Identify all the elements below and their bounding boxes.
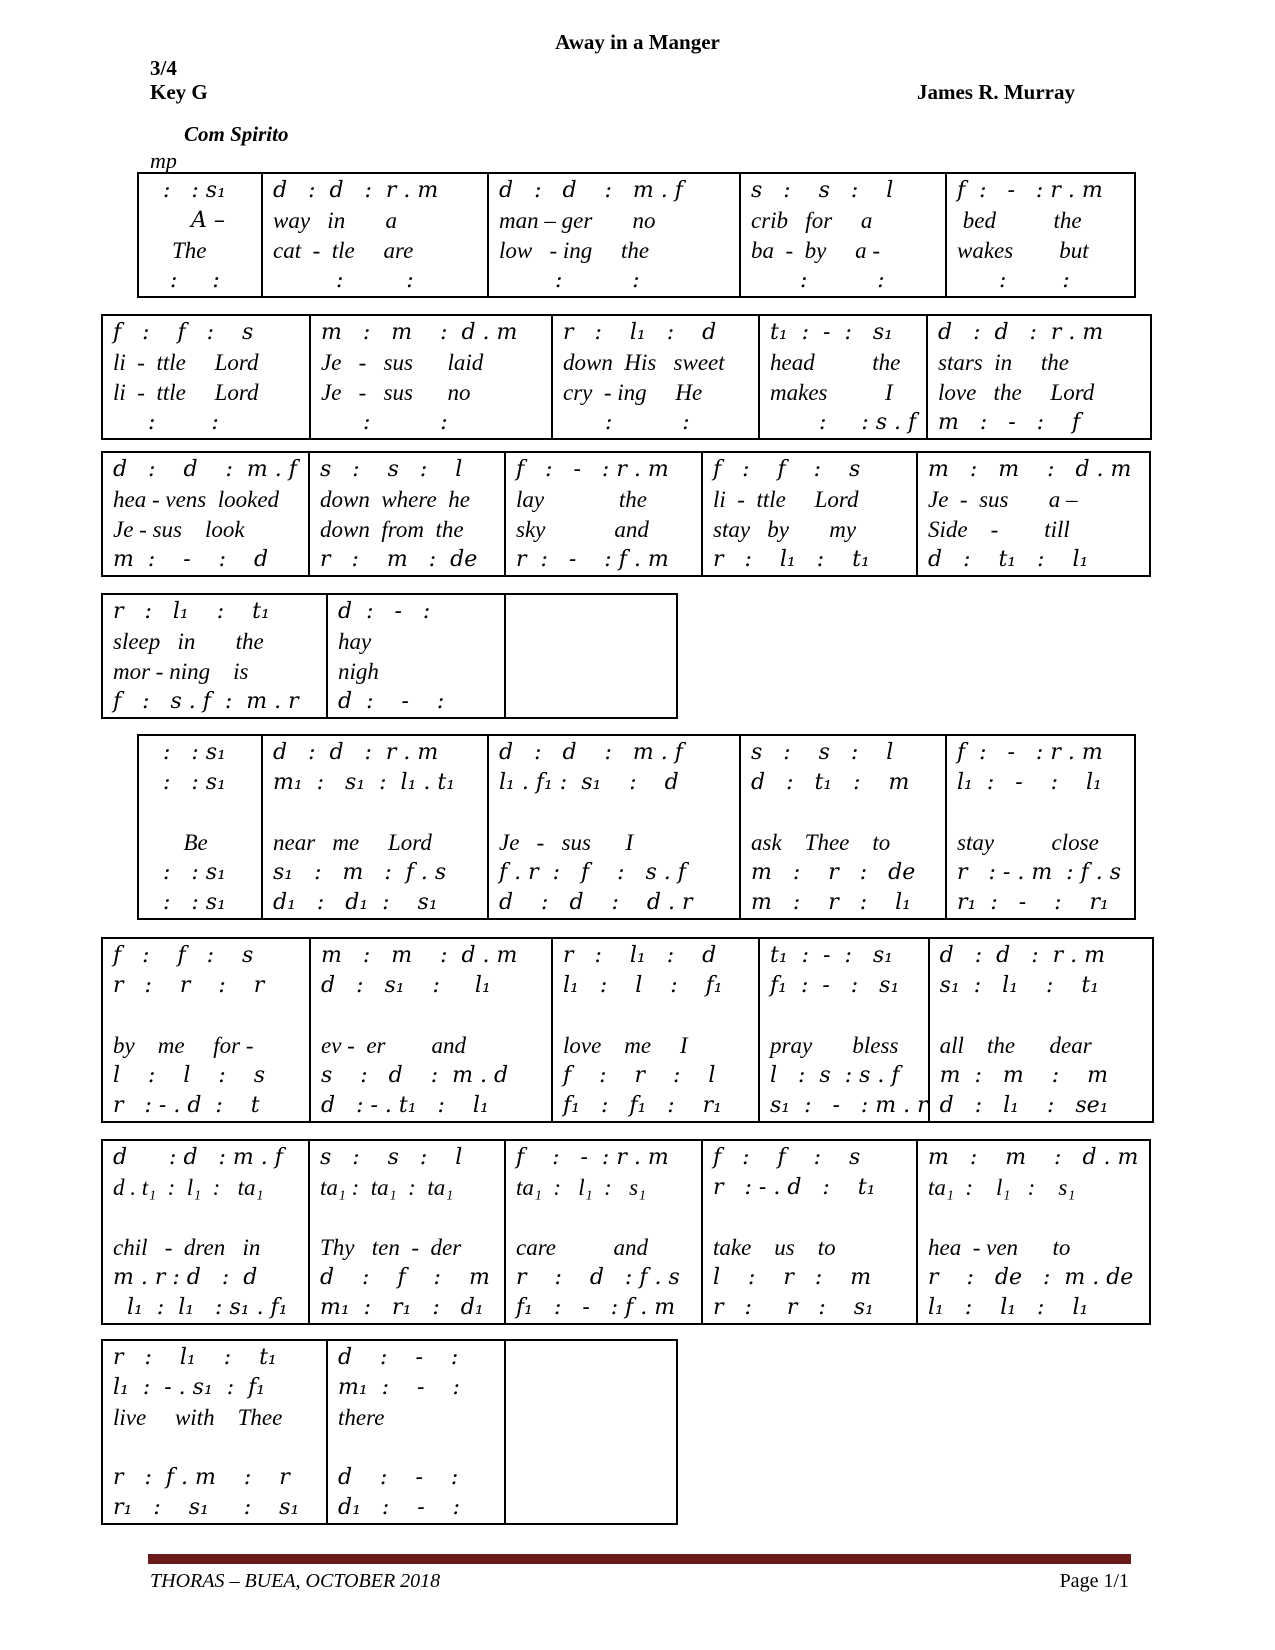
lyric-line: by me for - [113, 1033, 254, 1058]
notation-line: r : de : m . de [928, 1265, 1134, 1290]
lyric-line: sky and [516, 517, 649, 542]
notation-line [770, 1001, 928, 1031]
lyric-line: ba - by a - [751, 238, 881, 263]
notation-line: d : - : [338, 1465, 459, 1490]
notation-line: d : d : r . m [273, 740, 439, 765]
lyric-line: stars in the [938, 350, 1069, 375]
notation-line: r : l₁ : d [563, 320, 717, 345]
notation-line: d : f : m [320, 1265, 490, 1290]
notation-line: f : f : s [713, 457, 861, 482]
song-title: Away in a Manger [555, 30, 720, 54]
notation-line [113, 1433, 326, 1463]
lyric-line: there [338, 1405, 385, 1430]
notation-line [338, 1433, 504, 1463]
notation-line: r : - . m : f . s [957, 860, 1121, 885]
notation-line: : : s₁ [149, 860, 226, 885]
lyric-line: Je - sus a – [928, 487, 1078, 512]
lyric-line: li - ttle Lord [113, 350, 259, 375]
notation-line: m₁ : r₁ : d₁ [320, 1295, 484, 1320]
notation-line [113, 1001, 309, 1031]
notation-line: m₁ : - : [338, 1375, 460, 1400]
notation-line: r : r : r [113, 973, 265, 998]
notation-line: f : f : s [713, 1145, 861, 1170]
measure [309, 1140, 505, 1324]
notation-line: m : m : d . m [928, 457, 1132, 482]
lyric-line: Je - sus I [499, 830, 634, 855]
lyric-line: hay [338, 629, 372, 654]
measure [929, 938, 1153, 1122]
notation-line: l₁ : - . s₁ : f₁ [113, 1375, 266, 1400]
notation-line: t₁ : - : s₁ [770, 943, 893, 968]
lyric-line: nigh [338, 659, 379, 684]
notation-line [563, 1001, 758, 1031]
measure [102, 315, 310, 439]
measure [327, 594, 505, 718]
notation-line: r : - . d : t [113, 1093, 260, 1118]
notation-line: r₁ : s₁ : s₁ [113, 1495, 300, 1520]
notation-line: s₁ : m : f . s [273, 860, 447, 885]
lyric-line: ev - er and [321, 1033, 466, 1058]
notation-line: d : - : [338, 1345, 459, 1370]
notation-line: d : - . t₁ : l₁ [321, 1093, 489, 1118]
notation-line: l₁ : - : l₁ [957, 770, 1102, 795]
lyric-line: man – ger no [499, 208, 656, 233]
lyric-line: stay by my [713, 517, 857, 542]
notation-line: d : d : r . m [273, 178, 439, 203]
lyric-line: ta₁ : l₁ : s₁ [928, 1175, 1076, 1200]
score-system [137, 172, 1136, 298]
lyric-line: ta₁ : l₁ : s₁ [516, 1175, 647, 1200]
lyric-line: li - ttle Lord [113, 380, 259, 405]
notation-line: A – [149, 208, 225, 233]
notation-line [516, 1463, 676, 1493]
measure [138, 173, 262, 297]
notation-line: d : d : r . m [938, 320, 1104, 345]
notation-line: m : - : d [113, 547, 269, 572]
measure [740, 173, 946, 297]
notation-line [273, 798, 487, 828]
lyric-line: Be [149, 830, 208, 855]
lyric-line: cry - ing He [563, 380, 703, 405]
notation-line [516, 1203, 701, 1233]
notation-line: d : - : [338, 689, 445, 714]
time-signature: 3/4 [150, 56, 177, 80]
notation-line: : : [499, 268, 640, 293]
measure [102, 452, 309, 576]
notation-line [320, 1203, 504, 1233]
notation-line: : : [957, 268, 1070, 293]
notation-line: f : r : l [563, 1063, 716, 1088]
lyric-line: mor - ning is [113, 659, 249, 684]
measure [552, 938, 759, 1122]
lyric-line: near me Lord [273, 830, 432, 855]
notation-line: f . r : f : s . f [499, 860, 686, 885]
lyric-line: bed the [957, 208, 1082, 233]
notation-line: : : [149, 268, 220, 293]
measure [505, 1140, 702, 1324]
measure [102, 594, 327, 718]
notation-line: : : [563, 410, 690, 435]
measure [310, 938, 552, 1122]
measure [262, 173, 488, 297]
notation-line: s : s : l [320, 1145, 463, 1170]
lyric-line: way in a [273, 208, 397, 233]
notation-line [113, 1203, 308, 1233]
notation-line: : : s . f [770, 410, 917, 435]
notation-line: r : l₁ : t₁ [113, 1345, 277, 1370]
notation-line: f : - : r . m [516, 457, 669, 482]
lyric-line: down from the [320, 517, 464, 542]
notation-line: r : d : f . s [516, 1265, 680, 1290]
score-system [101, 1139, 1151, 1325]
notation-line: m : - : f [938, 410, 1081, 435]
notation-line: s : s : l [320, 457, 463, 482]
measure [505, 594, 677, 718]
notation-line: : : [113, 410, 219, 435]
lyric-line: down where he [320, 487, 470, 512]
page-number: Page 1/1 [1059, 1570, 1129, 1592]
lyric-line: Je - sus laid [321, 350, 484, 375]
score-system [137, 734, 1136, 920]
lyric-line: all the dear [939, 1033, 1092, 1058]
lyric-line: chil - dren in [113, 1235, 261, 1260]
lyric-line: sleep in the [113, 629, 264, 654]
notation-line: f : f : s [113, 320, 254, 345]
notation-line: d : d : m . f [113, 457, 297, 482]
notation-line [499, 798, 739, 828]
composer: James R. Murray [916, 80, 1075, 104]
notation-line: d : t₁ : m [751, 770, 910, 795]
measure [946, 173, 1135, 297]
notation-line: f : - : r . m [957, 178, 1103, 203]
notation-line: m : m : m [939, 1063, 1108, 1088]
score-system [101, 451, 1151, 577]
score-system [101, 937, 1154, 1123]
measure [702, 1140, 917, 1324]
notation-line: r : f . m : r [113, 1465, 290, 1490]
measure [488, 735, 740, 919]
notation-line: m : r : l₁ [751, 890, 911, 915]
notation-line: d : d : r . m [939, 943, 1105, 968]
notation-line [516, 627, 676, 657]
notation-line: m : r : de [751, 860, 916, 885]
measure [102, 1140, 309, 1324]
lyric-line: pray bless [770, 1033, 899, 1058]
score-system [101, 314, 1152, 440]
key-signature: Key G [150, 80, 208, 104]
notation-line: m : m : d . m [321, 943, 518, 968]
footer-rule [148, 1554, 1131, 1564]
notation-line [957, 798, 1134, 828]
lyric-line: live with Thee [113, 1405, 283, 1430]
notation-line [321, 1001, 551, 1031]
lyric-line: love the Lord [938, 380, 1095, 405]
notation-line: l : r : m [713, 1265, 872, 1290]
measure [102, 1340, 327, 1524]
notation-line [516, 1403, 676, 1433]
measure [327, 1340, 505, 1524]
lyric-line: hea - vens looked [113, 487, 280, 512]
notation-line: d₁ : - : [338, 1495, 461, 1520]
notation-line [516, 687, 676, 717]
lyric-line: makes I [770, 380, 893, 405]
notation-line: l : l : s [113, 1063, 266, 1088]
notation-line: : : [751, 268, 885, 293]
measure [138, 735, 262, 919]
notation-line: d : d : m . f [499, 740, 683, 765]
notation-line: s : s : l [751, 178, 894, 203]
measure [946, 735, 1135, 919]
lyric-line: Thy ten - der [320, 1235, 462, 1260]
notation-line: m : m : d . m [928, 1145, 1139, 1170]
lyric-line: crib for a [751, 208, 873, 233]
notation-line: s : s : l [751, 740, 894, 765]
lyric-line: lay the [516, 487, 647, 512]
lyric-line: Side - till [928, 517, 1070, 542]
lyric-line: low - ing the [499, 238, 650, 263]
lyric-line: The [149, 238, 207, 263]
notation-line: r : - : f . m [516, 547, 669, 572]
notation-line [149, 798, 261, 828]
lyric-line: Je - sus no [321, 380, 471, 405]
notation-line: f : s . f : m . r [113, 689, 299, 714]
notation-line: f : f : s [113, 943, 254, 968]
measure [927, 315, 1151, 439]
notation-line: m : m : d . m [321, 320, 518, 345]
lyric-line: head the [770, 350, 901, 375]
notation-line: l₁ : l : f₁ [563, 973, 723, 998]
notation-line: m₁ : s₁ : l₁ . t₁ [273, 770, 456, 795]
lyric-line: down His sweet [563, 350, 725, 375]
notation-line [516, 1373, 676, 1403]
notation-line: d₁ : d₁ : s₁ [273, 890, 438, 915]
notation-line: l : s : s . f [770, 1063, 900, 1088]
measure [740, 735, 946, 919]
notation-line: f : - : r . m [957, 740, 1103, 765]
notation-line: r : r : s₁ [713, 1295, 874, 1320]
notation-line: d : d : d . r [499, 890, 693, 915]
notation-line [516, 597, 676, 627]
measure [552, 315, 759, 439]
notation-line: r : l₁ : t₁ [713, 547, 870, 572]
lyric-line: stay close [957, 830, 1099, 855]
tempo-marking: Com Spirito [184, 122, 289, 146]
notation-line [516, 657, 676, 687]
notation-line: l₁ : l₁ : s₁ . f₁ [113, 1295, 288, 1320]
notation-line: d : d : m . f [113, 1145, 283, 1170]
measure [310, 315, 552, 439]
notation-line: d : s₁ : l₁ [321, 973, 491, 998]
notation-line: s₁ : - : m . r [770, 1093, 928, 1118]
notation-line: : : s₁ [149, 770, 226, 795]
score-system [101, 1339, 678, 1525]
footer-credit: THORAS – BUEA, OCTOBER 2018 [150, 1570, 441, 1592]
notation-line: r : m : de [320, 547, 478, 572]
notation-line: s₁ : l₁ : t₁ [939, 973, 1100, 998]
measure [759, 938, 929, 1122]
measure [488, 173, 740, 297]
measure [102, 938, 310, 1122]
lyric-line: hea - ven to [928, 1235, 1071, 1260]
notation-line: f : - : r . m [516, 1145, 669, 1170]
measure [309, 452, 505, 576]
notation-line: s : d : m . d [321, 1063, 509, 1088]
notation-line: : : s₁ [149, 740, 226, 765]
notation-line: r : l₁ : t₁ [113, 599, 270, 624]
lyric-line: ta₁ : ta₁ : ta₁ [320, 1175, 454, 1200]
measure [505, 1340, 677, 1524]
lyric-line: cat - tle are [273, 238, 414, 263]
notation-line [928, 1203, 1149, 1233]
lyric-line: care and [516, 1235, 649, 1260]
notation-line: d : d : m . f [499, 178, 683, 203]
notation-line: : : s₁ [149, 178, 226, 203]
score-system [101, 593, 678, 719]
lyric-line: love me I [563, 1033, 688, 1058]
notation-line: l₁ . f₁ : s₁ : d [499, 770, 679, 795]
notation-line: : : [321, 410, 448, 435]
lyric-line: li - ttle Lord [713, 487, 859, 512]
notation-line: r : - . d : t₁ [713, 1175, 876, 1200]
lyric-line: d . t₁ : l₁ : ta₁ [113, 1175, 264, 1200]
notation-line: l₁ : l₁ : l₁ [928, 1295, 1089, 1320]
measure [702, 452, 917, 576]
notation-line: m . r : d : d [113, 1265, 258, 1290]
notation-line: f₁ : - : s₁ [770, 973, 900, 998]
notation-line [516, 1433, 676, 1463]
dynamic-marking: mp [150, 148, 177, 173]
measure [505, 452, 702, 576]
notation-line: d : - : [338, 599, 431, 624]
measure [917, 1140, 1150, 1324]
lyric-line: ask Thee to [751, 830, 891, 855]
lyric-line: take us to [713, 1235, 836, 1260]
notation-line [713, 1203, 916, 1233]
notation-line: d : l₁ : se₁ [939, 1093, 1109, 1118]
notation-line [940, 1001, 1152, 1031]
notation-line: f₁ : f₁ : r₁ [563, 1093, 722, 1118]
lyric-line: wakes but [957, 238, 1089, 263]
notation-line: r : l₁ : d [563, 943, 717, 968]
notation-line: f₁ : - : f . m [516, 1295, 676, 1320]
notation-line [516, 1343, 676, 1373]
notation-line: t₁ : - : s₁ [770, 320, 893, 345]
notation-line: : : [273, 268, 414, 293]
notation-line [751, 798, 945, 828]
measure [917, 452, 1150, 576]
notation-line: : : s₁ [149, 890, 226, 915]
measure [262, 735, 488, 919]
notation-line [516, 1493, 676, 1523]
notation-line: d : t₁ : l₁ [928, 547, 1089, 572]
lyric-line: Je - sus look [113, 517, 245, 542]
notation-line: r₁ : - : r₁ [957, 890, 1109, 915]
measure [759, 315, 927, 439]
